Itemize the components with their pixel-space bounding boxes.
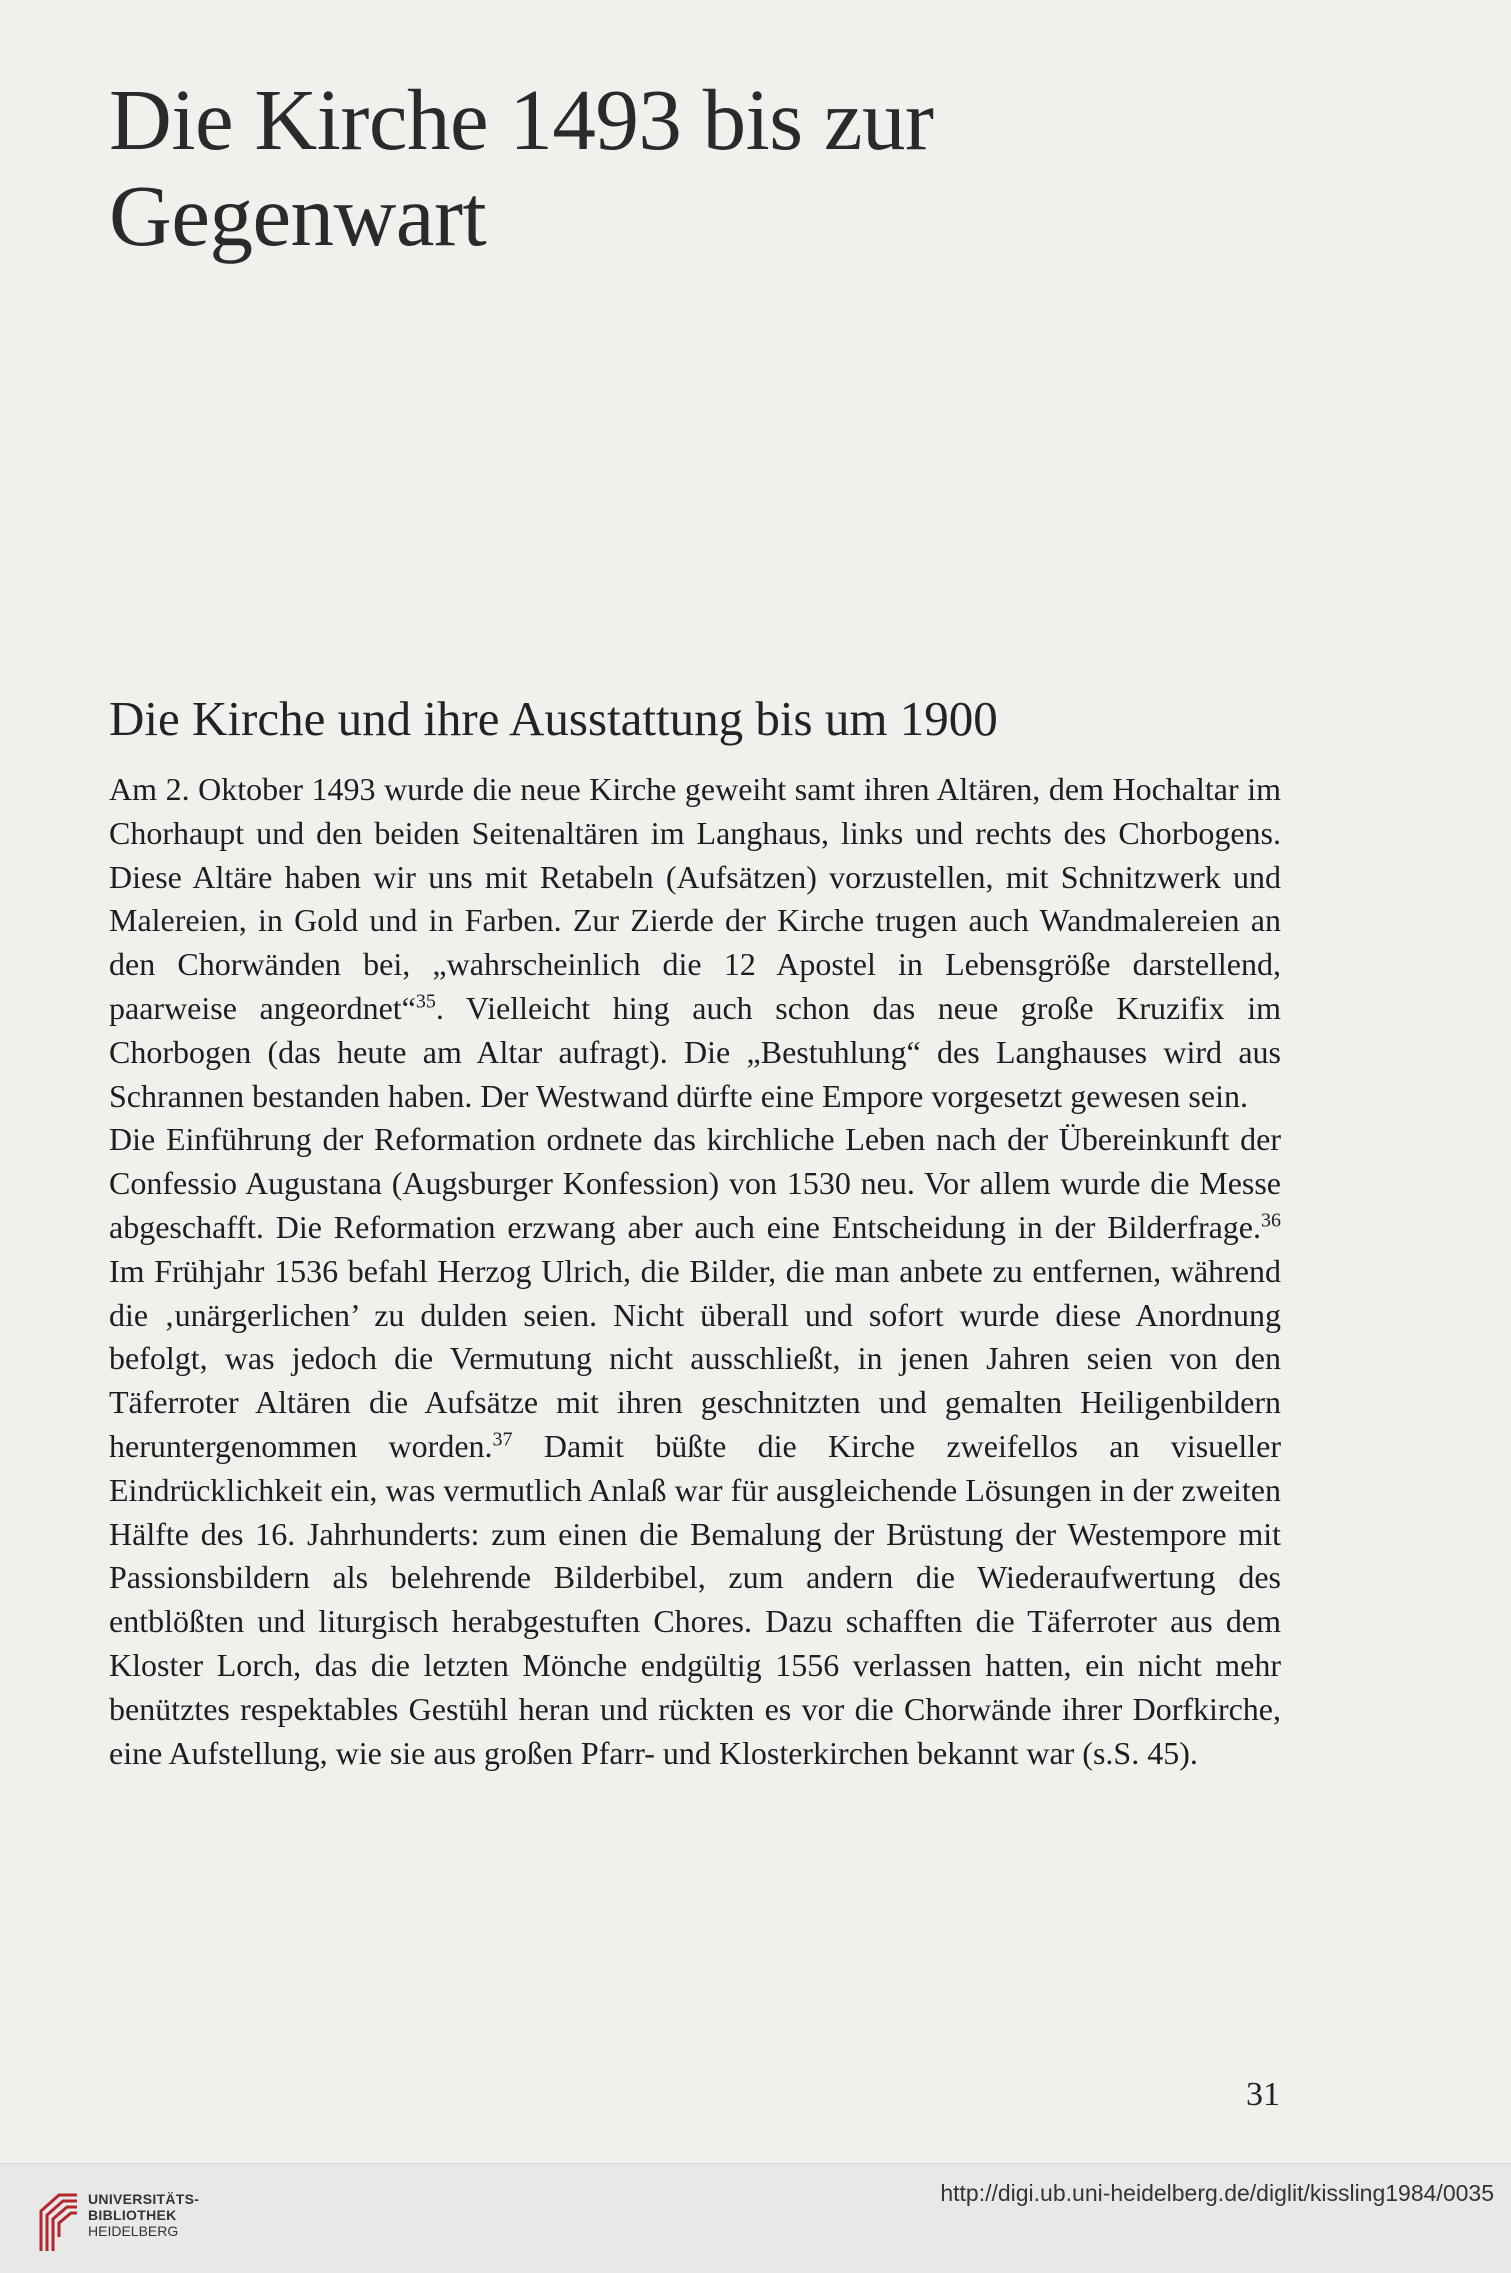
library-name (88, 2191, 199, 2239)
library-name-line-3: HEIDELBERG (88, 2223, 179, 2239)
page-number: 31 (1246, 2076, 1280, 2113)
body-text (109, 768, 1281, 1775)
footer-bar (0, 2163, 1511, 2273)
paragraph-1 (109, 768, 1281, 1118)
section-heading: Die Kirche und ihre Ausstattung bis um 1900 (109, 691, 998, 746)
chapter-title: Die Kirche 1493 bis zur Gegenwart (109, 71, 934, 264)
paragraph-2 (109, 1118, 1281, 1775)
library-logo-icon (37, 2181, 81, 2253)
footnote-ref-35: 35 (415, 990, 436, 1013)
paragraph-2-text-b: Im Frühjahr 1536 befahl Herzog Ulrich, die Bilder, die man anbete zu entfernen, während die ‚unärgerlichen’ zu dulden seien. Nicht überall und sofort wurde diese Anordnung befolgt, was jedoch die Vermutung nicht ausschließt, in jenen Jahren seien von den Täferroter Altären die Aufsätze mit ihren geschnitzten und gemalten Heiligenbildern heruntergenommen worden. (109, 1252, 1281, 1464)
paragraph-2-text-c: Damit büßte die Kirche zweifellos an visueller Eindrücklichkeit ein, was vermutlich Anlaß war für ausgleichende Lösungen in der zweiten Hälfte des 16. Jahrhunderts: zum einen die Bemalung der Brüstung der Westempore mit Passionsbildern als belehrende Bilderbibel, zum andern die Wiederaufwertung des entblößten und liturgisch herabgestuften Chores. Dazu schafften die Täferroter aus dem Kloster Lorch, das die letzten Mönche endgültig 1556 verlassen hatten, ein nicht mehr benütztes respektables Gestühl heran und rückten es vor die Chorwände ihrer Dorfkirche, eine Aufstellung, wie sie aus großen Pfarr- und Klosterkirchen bekannt war (s.S. 45). (109, 1427, 1282, 1771)
library-name-line-2: BIBLIOTHEK (88, 2207, 177, 2223)
paragraph-1-text-b: . Vielleicht hing auch schon das neue große Kruzifix im Chorbogen (das heute am Altar aufragt). Die „Bestuhlung“ des Langhauses wird aus Schrannen bestanden haben. Der Westwand dürfte eine Empore vorgesetzt gewesen sein. (109, 989, 1282, 1114)
paragraph-2-text-a: Die Einführung der Reformation ordnete das kirchliche Leben nach der Übereinkunft der Confessio Augustana (Augsburger Konfession) von 1530 neu. Vor allem wurde die Messe abgeschafft. Die Reformation erzwang aber auch eine Entscheidung in der Bilderfrage. (109, 1121, 1281, 1245)
paragraph-1-text-a: Am 2. Oktober 1493 wurde die neue Kirche geweiht samt ihren Altären, dem Hochaltar im Chorhaupt und den beiden Seitenaltären im Langhaus, links und rechts des Chorbogens. Diese Altäre haben wir uns mit Retabeln (Aufsätzen) vorzustellen, mit Schnitzwerk und Malereien, in Gold und in Farben. Zur Zierde der Kirche trugen auch Wandmalereien an den Chorwänden bei, „wahrscheinlich die 12 Apostel in Lebensgröße darstellend, paarweise angeordnet“ (109, 771, 1281, 1026)
permalink-url[interactable]: http://digi.ub.uni-heidelberg.de/diglit/kissling1984/0035 (940, 2180, 1494, 2206)
library-name-line-1: UNIVERSITÄTS- (88, 2191, 200, 2207)
footnote-ref-36: 36 (1261, 1209, 1281, 1232)
footnote-ref-37: 37 (492, 1428, 513, 1451)
